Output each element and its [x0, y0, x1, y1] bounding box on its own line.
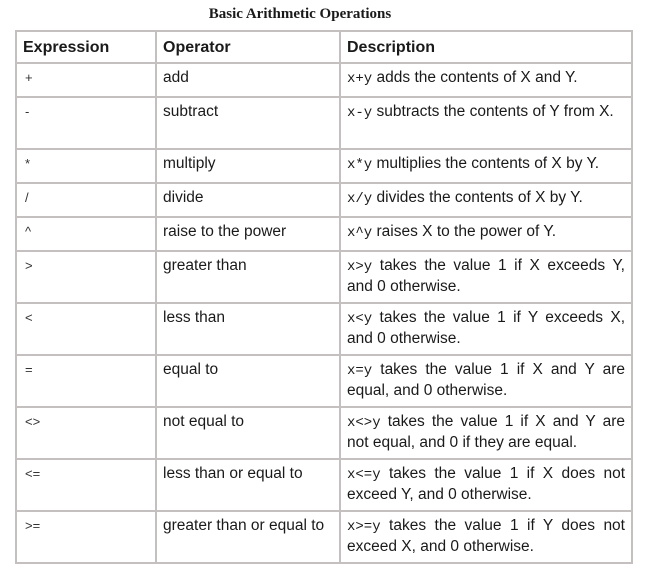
- table-row: [16, 355, 632, 407]
- table-row: [16, 149, 632, 183]
- header-row: [16, 31, 632, 63]
- description-cell: [340, 511, 632, 563]
- operator-cell: less than: [156, 303, 340, 355]
- description-text: takes the value 1 if Y does not exceed X, and 0 otherwise.: [347, 517, 625, 555]
- header-operator: Operator: [156, 31, 340, 63]
- description-text: takes the value 1 if X and Y are equal, and 0 otherwise.: [347, 361, 625, 399]
- table-row: [16, 459, 632, 511]
- table-title: Basic Arithmetic Operations: [208, 6, 392, 22]
- table-row: [16, 217, 632, 251]
- description-text: raises X to the power of Y.: [372, 223, 557, 240]
- expression-cell: <: [16, 303, 156, 355]
- description-cell: [340, 149, 632, 183]
- operator-cell: subtract: [156, 97, 340, 149]
- expression-cell: >=: [16, 511, 156, 563]
- header-expression: Expression: [16, 31, 156, 63]
- code-snippet: x<>y: [347, 415, 381, 431]
- description-cell: [340, 459, 632, 511]
- operator-cell: not equal to: [156, 407, 340, 459]
- description-cell: [340, 251, 632, 303]
- code-snippet: x>=y: [347, 519, 381, 535]
- description-cell: [340, 63, 632, 97]
- table-row: [16, 251, 632, 303]
- table-row: [16, 511, 632, 563]
- code-snippet: x/y: [347, 191, 373, 207]
- code-snippet: x<=y: [347, 467, 381, 483]
- table-row: [16, 183, 632, 217]
- description-cell: [340, 217, 632, 251]
- description-cell: [340, 407, 632, 459]
- expression-cell: +: [16, 63, 156, 97]
- expression-cell: >: [16, 251, 156, 303]
- code-snippet: x=y: [347, 363, 373, 379]
- operator-cell: equal to: [156, 355, 340, 407]
- operator-cell: divide: [156, 183, 340, 217]
- table-row: [16, 63, 632, 97]
- description-text: divides the contents of X by Y.: [372, 189, 583, 206]
- expression-cell: /: [16, 183, 156, 217]
- code-snippet: x*y: [347, 157, 373, 173]
- operator-cell: raise to the power: [156, 217, 340, 251]
- description-text: multiplies the contents of X by Y.: [372, 155, 600, 172]
- expression-cell: <=: [16, 459, 156, 511]
- expression-cell: -: [16, 97, 156, 149]
- operator-cell: less than or equal to: [156, 459, 340, 511]
- description-text: takes the value 1 if X does not exceed Y, and 0 otherwise.: [347, 465, 625, 503]
- arithmetic-operations-table: [15, 30, 633, 564]
- description-cell: [340, 355, 632, 407]
- description-text: adds the contents of X and Y.: [372, 69, 578, 86]
- expression-cell: *: [16, 149, 156, 183]
- code-snippet: x+y: [347, 71, 373, 87]
- code-snippet: x>y: [347, 259, 373, 275]
- table-row: [16, 303, 632, 355]
- expression-cell: ^: [16, 217, 156, 251]
- header-description: Description: [340, 31, 632, 63]
- description-text: takes the value 1 if X and Y are not equal, and 0 if they are equal.: [347, 413, 625, 451]
- code-snippet: x<y: [347, 311, 373, 327]
- table-row: [16, 407, 632, 459]
- description-cell: [340, 303, 632, 355]
- expression-cell: <>: [16, 407, 156, 459]
- description-text: takes the value 1 if Y exceeds X, and 0 otherwise.: [347, 309, 625, 347]
- description-cell: [340, 183, 632, 217]
- operator-cell: greater than: [156, 251, 340, 303]
- description-cell: [340, 97, 632, 149]
- code-snippet: x^y: [347, 225, 373, 241]
- description-text: takes the value 1 if X exceeds Y, and 0 otherwise.: [347, 257, 625, 295]
- operator-cell: add: [156, 63, 340, 97]
- code-snippet: x-y: [347, 105, 373, 121]
- expression-cell: =: [16, 355, 156, 407]
- description-text: subtracts the contents of Y from X.: [372, 103, 614, 120]
- operator-cell: greater than or equal to: [156, 511, 340, 563]
- table-row: [16, 97, 632, 149]
- operator-cell: multiply: [156, 149, 340, 183]
